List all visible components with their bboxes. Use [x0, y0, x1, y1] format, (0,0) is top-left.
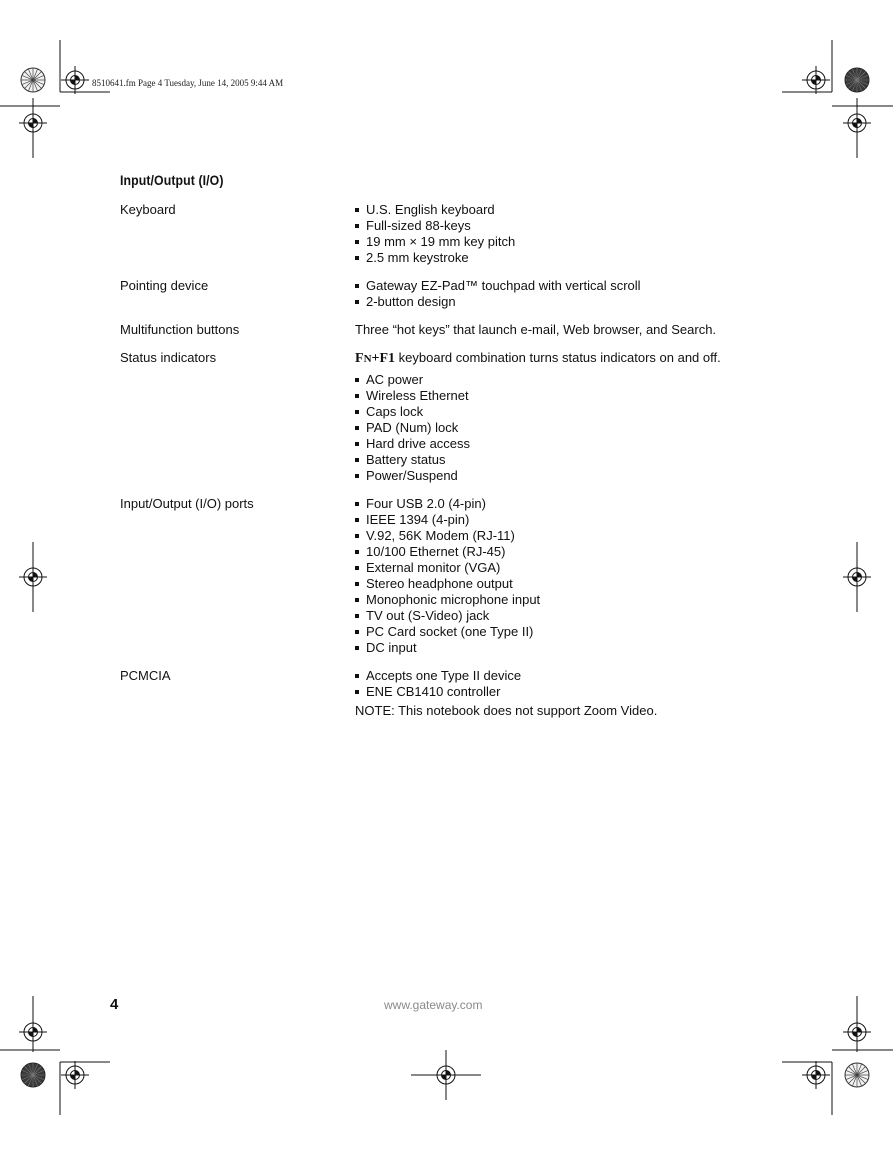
- list-item: 19 mm × 19 mm key pitch: [355, 234, 760, 250]
- list-item: PAD (Num) lock: [355, 420, 760, 436]
- bullet-list: [355, 668, 760, 700]
- list-item: IEEE 1394 (4-pin): [355, 512, 760, 528]
- status-intro: [355, 350, 760, 367]
- list-item: 2.5 mm keystroke: [355, 250, 760, 266]
- list-item: Caps lock: [355, 404, 760, 420]
- list-item: ENE CB1410 controller: [355, 684, 760, 700]
- spec-label: Status indicators: [120, 350, 217, 365]
- spec-label: Input/Output (I/O) ports: [120, 496, 254, 511]
- spec-row-io-ports: [120, 496, 760, 656]
- page-number: 4: [110, 996, 119, 1013]
- list-item: Battery status: [355, 452, 760, 468]
- spec-label: Multifunction buttons: [120, 322, 240, 337]
- list-item: 10/100 Ethernet (RJ-45): [355, 544, 760, 560]
- spec-value: [355, 668, 760, 719]
- key-combo: [355, 351, 395, 366]
- list-item: PC Card socket (one Type II): [355, 624, 760, 640]
- spec-row-pcmcia: [120, 668, 760, 719]
- list-item: Four USB 2.0 (4-pin): [355, 496, 760, 512]
- list-item: Monophonic microphone input: [355, 592, 760, 608]
- bullet-list: [355, 202, 760, 266]
- spec-table: [120, 202, 760, 731]
- list-item: Full-sized 88-keys: [355, 218, 760, 234]
- list-item: DC input: [355, 640, 760, 656]
- list-item: U.S. English keyboard: [355, 202, 760, 218]
- spec-row-pointing-device: [120, 278, 760, 310]
- status-intro-text: keyboard combination turns status indicators on and off.: [395, 350, 721, 365]
- note-text: NOTE: This notebook does not support Zoom Video.: [355, 703, 658, 718]
- list-item: Wireless Ethernet: [355, 388, 760, 404]
- list-item: TV out (S-Video) jack: [355, 608, 760, 624]
- key-combo-n: N: [363, 353, 372, 365]
- spec-value: [355, 202, 760, 266]
- footer-url: www.gateway.com: [384, 998, 483, 1012]
- list-item: Accepts one Type II device: [355, 668, 760, 684]
- spec-value: [355, 278, 760, 310]
- spec-label: PCMCIA: [120, 668, 171, 683]
- list-item: 2-button design: [355, 294, 760, 310]
- list-item: V.92, 56K Modem (RJ-11): [355, 528, 760, 544]
- list-item: Power/Suspend: [355, 468, 760, 484]
- list-item: Gateway EZ-Pad™ touchpad with vertical scroll: [355, 278, 760, 294]
- print-header: 8510641.fm Page 4 Tuesday, June 14, 2005 9:44 AM: [92, 78, 284, 88]
- bullet-list: [355, 496, 760, 656]
- spec-row-keyboard: [120, 202, 760, 266]
- spec-row-multifunction-buttons: [120, 322, 760, 338]
- key-combo-f: F: [355, 351, 364, 366]
- list-item: AC power: [355, 372, 760, 388]
- spec-value: [355, 496, 760, 656]
- spec-row-status-indicators: [120, 350, 760, 484]
- bullet-list: [355, 278, 760, 310]
- spec-label: Pointing device: [120, 278, 209, 293]
- bullet-list: [355, 372, 760, 484]
- list-item: Hard drive access: [355, 436, 760, 452]
- spec-label: Keyboard: [120, 202, 176, 217]
- spec-value: [355, 350, 760, 484]
- list-item: Stereo headphone output: [355, 576, 760, 592]
- section-title: Input/Output (I/O): [120, 172, 224, 188]
- list-item: External monitor (VGA): [355, 560, 760, 576]
- spec-value: Three “hot keys” that launch e-mail, Web browser, and Search.: [355, 322, 717, 337]
- key-combo-rest: +F1: [371, 351, 396, 366]
